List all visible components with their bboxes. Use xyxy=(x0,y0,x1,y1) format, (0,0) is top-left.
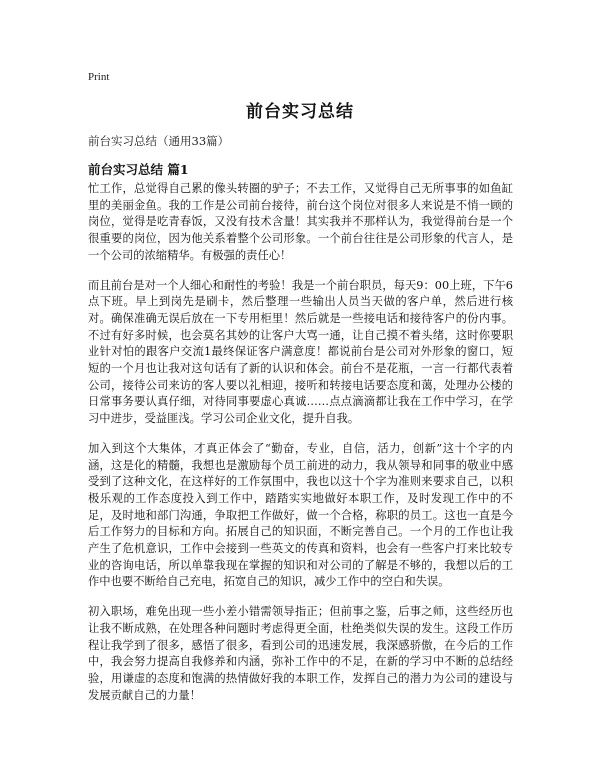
section-heading: 前台实习总结 篇1 xyxy=(88,162,189,177)
document-subtitle: 前台实习总结（通用33篇） xyxy=(88,134,230,148)
paragraph-2: 而且前台是对一个人细心和耐性的考验！我是一个前台职员，每天9：00上班，下午6点下班。早上到岗先是刷卡，然后整理一些输出人员当天做的客户单，然后进行核对。确保准确无误后放在一下专用柜里！然后就是一些接电话和接待客户的份内事。不过有好多时候，也会莫名其妙的让客户大骂一通，让自己摸不着头绪，这时你要职业针对怕的跟客户交流1最终保证客户满意度！都说前台是公司对外形象的窗口，短短的一个月也让我对这句话有了新的认识和体会。前台不是花瓶，一言一行都代表着公司，接待公司来访的客人要以礼相迎，接听和转接电话要态度和蔼，处理办公楼的日常事务要认真仔细，对待同事要虚心真诚……点点滴滴都让我在工作中学习，在学习中进步，受益匪浅。学习公司企业文化，提升自我。 xyxy=(88,278,513,426)
paragraph-1: 忙工作，总觉得自己累的像头转圈的驴子；不去工作，又觉得自己无所事事的如鱼缸里的美丽金鱼。我的工作是公司前台接待，前台这个岗位对很多人来说是不悄一顾的岗位，觉得是吃青春饭，又没有技术含量！其实我并不那样认为，我觉得前台是一个很重要的岗位，因为他关系着整个公司形象。一个前台往往是公司形象的代言人，是一个公司的浓缩精华。有极强的责任心！ xyxy=(88,182,513,262)
print-link[interactable]: Print xyxy=(88,71,110,83)
page-title: 前台实习总结 xyxy=(246,102,354,122)
document-body xyxy=(88,181,513,717)
paragraph-3: 加入到这个大集体，才真正体会了“勤奋，专业，自信，活力，创新”这十个字的内涵，这是化的精髓，我想也是激励每个员工前进的动力，我从领导和同事的敬业中感受到了这种文化，在这样好的工作氛围中，我也以这十个字为准则来要求自己，以积极乐观的工作态度投入到工作中，踏踏实实地做好本职工作，及时发现工作中的不足，及时地和部门沟通，争取把工作做好，做一个合格，称职的员工。这也一直是今后工作努力的目标和方向。拓展自己的知识面，不断完善自己。一个月的工作也让我产生了危机意识，工作中会接到一些英文的传真和资料，也会有一些客户打来比较专业的咨询电话，所以单靠我现在掌握的知识和对公司的了解是不够的，我想以后的工作中也要不断给自己充电，拓宽自己的知识，减少工作中的空白和失误。 xyxy=(88,441,513,589)
paragraph-4: 初入职场，难免出现一些小差小错需领导指正；但前事之鉴，后事之师，这些经历也让我不断成熟，在处理各种问题时考虑得更全面，杜绝类似失误的发生。这段工作历程让我学到了很多，感悟了很多，看到公司的迅速发展，我深感骄傲，在今后的工作中，我会努力提高自我修养和内涵，弥补工作中的不足，在新的学习中不断的总结经验，用谦虚的态度和饱满的热情做好我的本职工作，发挥自己的潜力为公司的建设与发展贡献自己的力量！ xyxy=(88,605,513,702)
